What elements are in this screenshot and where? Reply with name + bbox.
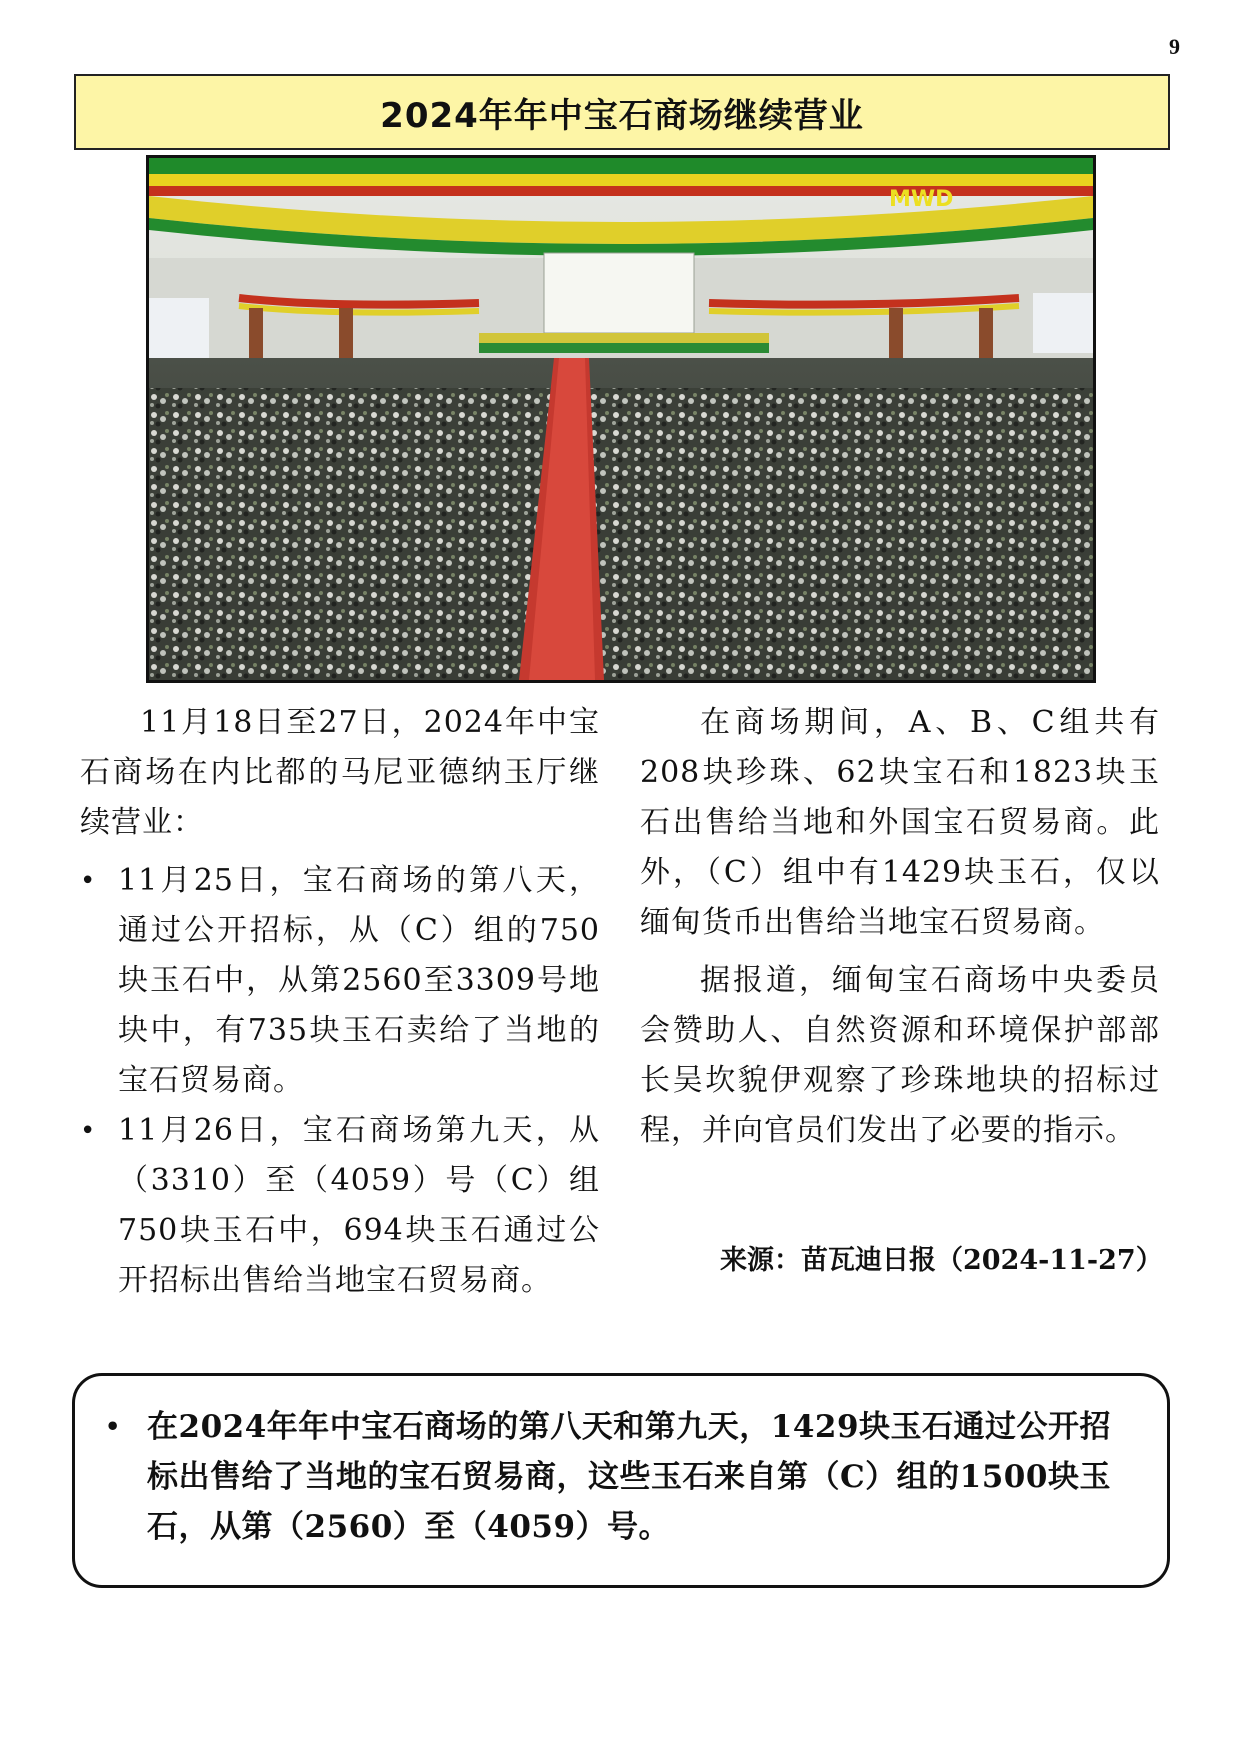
source-citation: 来源：苗瓦迪日报（2024-11-27）: [720, 1245, 1163, 1276]
list-item: • 11月26日，宝石商场第九天，从（3310）至（4059）号（C）组750块玉石中，694块玉石通过公开招标出售给当地宝石贸易商。: [80, 1106, 600, 1306]
sales-bullet-list: [80, 856, 600, 1306]
hall-photo-illustration: [149, 158, 1093, 680]
article-left-column: [80, 698, 600, 1306]
summary-box: [72, 1373, 1170, 1588]
page-title: 2024年年中宝石商场继续营业: [380, 95, 864, 136]
page-number: 9: [1169, 34, 1180, 59]
article-paragraph: 在商场期间，A、B、C组共有208块珍珠、62块宝石和1823块玉石出售给当地和外国宝石贸易商。此外，（C）组中有1429块玉石，仅以缅甸货币出售给当地宝石贸易商。: [640, 705, 1160, 940]
gem-emporium-hall-photo: [146, 155, 1096, 683]
title-banner: [74, 74, 1170, 150]
article-intro: 11月18日至27日，2024年中宝石商场在内比都的马尼亚德纳玉厅继续营业：: [80, 705, 600, 840]
watermark-logo: MWD: [889, 187, 954, 212]
list-item: • 11月25日，宝石商场的第八天，通过公开招标，从（C）组的750块玉石中，从第2560至3309号地块中，有735块玉石卖给了当地的宝石贸易商。: [80, 856, 600, 1106]
article-paragraph: 据报道，缅甸宝石商场中央委员会赞助人、自然资源和环境保护部部长吴坎貌伊观察了珍珠地块的招标过程，并向官员们发出了必要的指示。: [640, 963, 1160, 1148]
article-right-column: [640, 698, 1160, 1164]
summary-text: • 在2024年年中宝石商场的第八天和第九天，1429块玉石通过公开招标出售给了当地的宝石贸易商，这些玉石来自第（C）组的1500块玉石，从第（2560）至（4059）号。: [105, 1402, 1137, 1552]
